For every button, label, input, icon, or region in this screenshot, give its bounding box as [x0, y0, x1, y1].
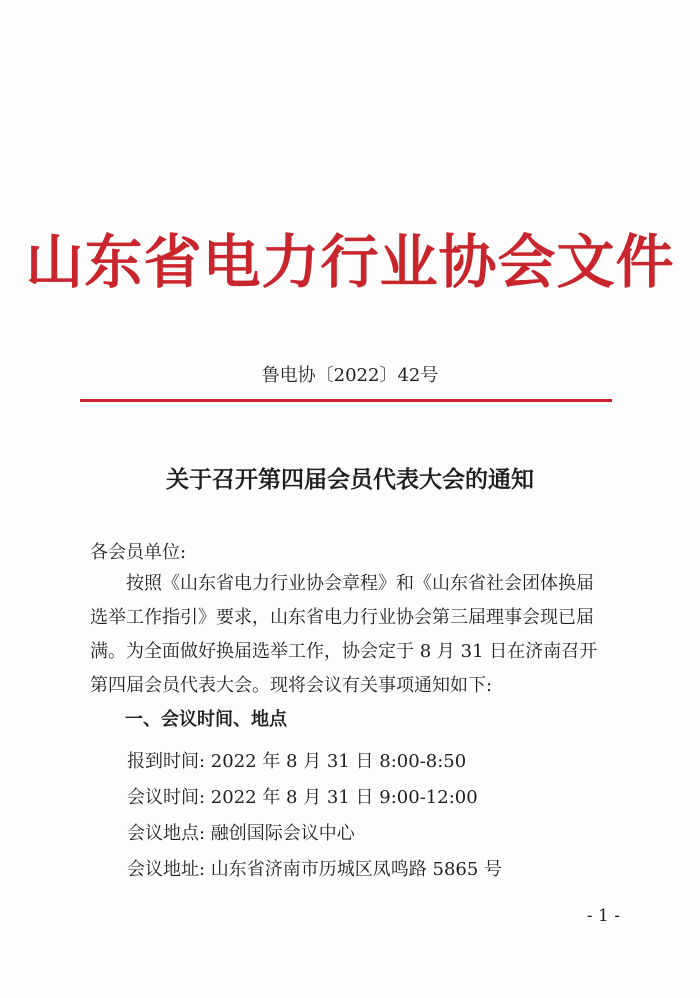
salutation: 各会员单位:: [90, 542, 187, 563]
document-header-title: 山东省电力行业协会文件: [25, 228, 675, 296]
paragraph-line: 按照《山东省电力行业协会章程》和《山东省社会团体换届: [126, 573, 594, 594]
document-number: 鲁电协〔2022〕42号: [261, 365, 439, 386]
detail-meeting-address: 会议地址: 山东省济南市历城区凤鸣路 5865 号: [127, 859, 503, 880]
paragraph-line: 第四届会员代表大会。现将会议有关事项通知如下:: [90, 675, 493, 696]
detail-checkin-time: 报到时间: 2022 年 8 月 31 日 8:00-8:50: [127, 751, 467, 772]
detail-meeting-venue: 会议地点: 融创国际会议中心: [127, 823, 355, 844]
detail-meeting-time: 会议时间: 2022 年 8 月 31 日 9:00-12:00: [127, 787, 478, 808]
header-divider: [80, 399, 612, 402]
page-number: - 1 -: [586, 906, 620, 926]
notice-title: 关于召开第四届会员代表大会的通知: [166, 466, 534, 493]
paragraph-line: 选举工作指引》要求，山东省电力行业协会第三届理事会现已届: [90, 607, 594, 628]
paragraph-line: 满。为全面做好换届选举工作，协会定于 8 月 31 日在济南召开: [90, 641, 598, 662]
section-heading: 一、会议时间、地点: [125, 709, 287, 730]
